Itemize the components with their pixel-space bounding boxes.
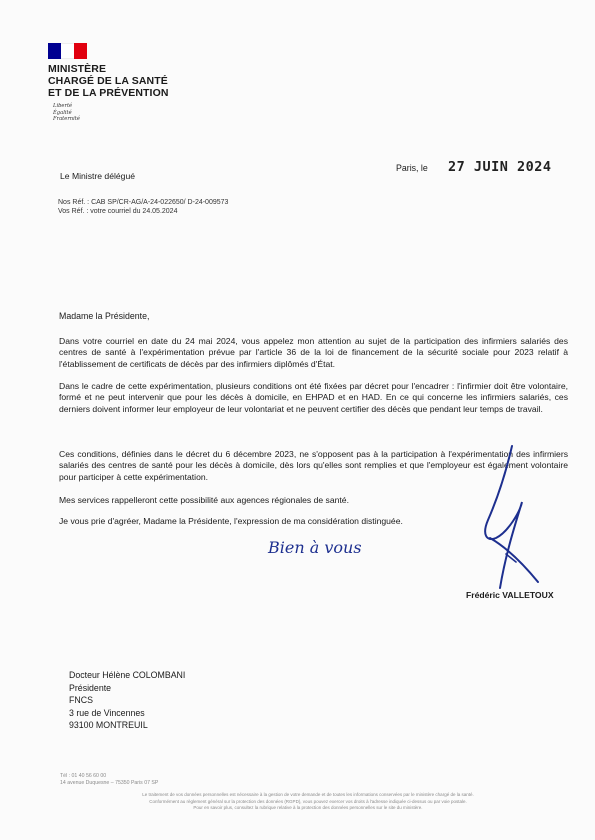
footer-line: Conformément au règlement général sur la protection des données (RGPD), vous pouvez exercer vos droits à l'adresse indiquée ci-dessus ou par voie postale. (149, 798, 467, 804)
contact-info (60, 773, 158, 787)
recipient-name: Docteur Hélène COLOMBANI (69, 670, 186, 680)
motto-line: Liberté (53, 103, 73, 109)
handwritten-note-text: Bien à vous (268, 538, 362, 557)
sender-title: Le Ministre délégué (60, 171, 136, 181)
recipient-city: 93100 MONTREUIL (69, 720, 148, 730)
motto-line: Égalité (53, 109, 72, 116)
ministry-line: CHARGÉ DE LA SANTÉ (48, 75, 168, 87)
legal-footer (58, 792, 558, 812)
recipient-street: 3 rue de Vincennes (69, 707, 145, 718)
recipient-title: Présidente (69, 682, 112, 693)
body-paragraph: Mes services rappelleront cette possibilité aux agences régionales de santé. (59, 495, 349, 505)
closing-paragraph: Je vous prie d'agréer, Madame la Présidente, l'expression de ma considération distinguée. (59, 516, 403, 526)
recipient-organization: FNCS (69, 695, 93, 705)
our-reference: Nos Réf. : CAB SP/CR-AG/A-24-022650/ D-24-009573 (58, 199, 229, 206)
ministry-line: MINISTÈRE (48, 63, 107, 75)
handwritten-note (266, 533, 376, 563)
ministry-name (48, 63, 169, 99)
ministry-address: 14 avenue Duquesne – 75350 Paris 07 SP (60, 779, 159, 786)
marianne-logo (48, 43, 87, 59)
salutation: Madame la Présidente, (59, 311, 150, 321)
signer-name: Frédéric VALLETOUX (466, 590, 554, 600)
reference-block (58, 198, 228, 216)
your-reference: Vos Réf. : votre courriel du 24.05.2024 (58, 208, 178, 215)
flag-red-band (74, 43, 87, 59)
body-paragraph: Dans le cadre de cette expérimentation, plusieurs conditions ont été fixées par décret pour l'encadrer : l'infirmier doit être volontaire, formé et ne peut intervenir que pour les décès à domicile, en EHPAD et en HAD. En ce qui concerne les infirmiers salariés, ces derniers doivent informer leur employeur de leur volontariat et ne peuvent certifier des décès que pendant leur temps de travail. (59, 381, 568, 414)
recipient-address (69, 669, 185, 732)
footer-line: Le traitement de vos données personnelles est nécessaire à la gestion de votre demande et de toutes les informations conservées par le ministère chargé de la santé. (142, 792, 474, 797)
handwritten-signature (476, 442, 546, 592)
date-stamp: 27 JUIN 2024 (448, 159, 552, 175)
republic-motto (53, 103, 80, 123)
ministry-line: ET DE LA PRÉVENTION (48, 87, 169, 99)
flag-white-band (61, 43, 74, 59)
motto-line: Fraternité (53, 116, 80, 122)
letter-place: Paris, le (396, 163, 428, 173)
body-paragraph: Ces conditions, définies dans le décret du 6 décembre 2023, ne s'opposent pas à la participation à l'expérimentation des infirmiers salariés des centres de santé pour les décès à domicile, dès lors qu'elles sont remplies et que l'employeur est également volontaire pour participer à cette expérimentation. (59, 449, 568, 482)
footer-line: Pour en savoir plus, consultez la rubrique relative à la protection des données personnelles sur le site du ministère. (193, 805, 423, 811)
telephone: Tél : 01 40 56 60 00 (60, 773, 107, 779)
flag-blue-band (48, 43, 61, 59)
body-paragraph: Dans votre courriel en date du 24 mai 2024, vous appelez mon attention au sujet de la participation des infirmiers salariés des centres de santé à l'expérimentation prévue par l'article 36 de la loi de financement de la sécurité sociale pour 2023 relatif à l'établissement de certificats de décès par des infirmiers diplômés d'État. (59, 336, 568, 369)
